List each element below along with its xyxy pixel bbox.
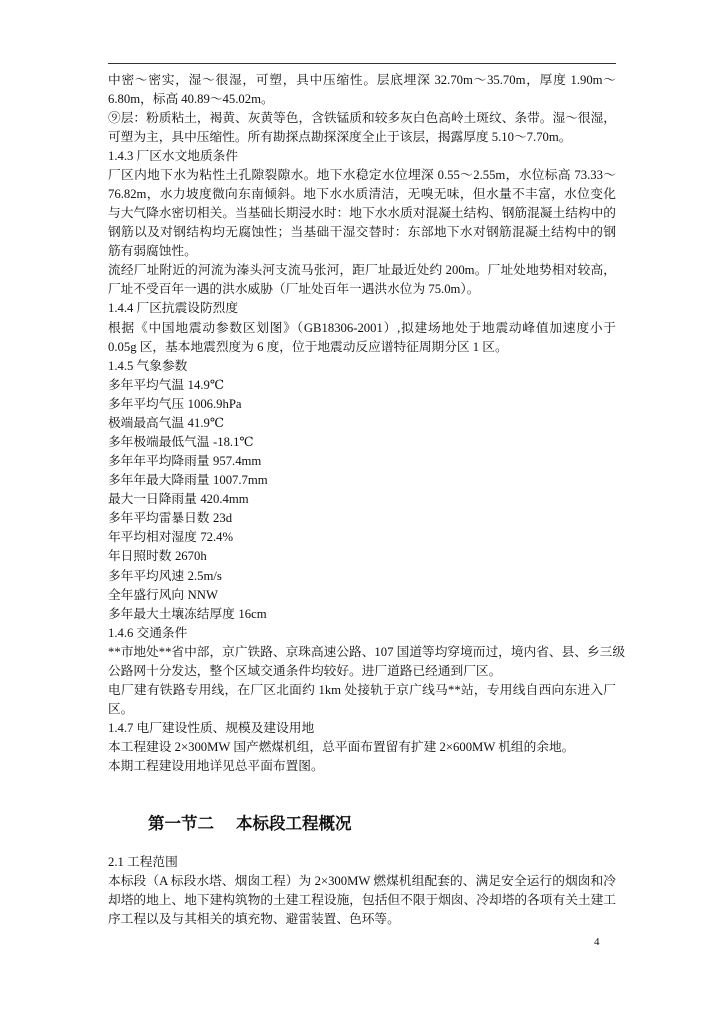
parameter-label: 多年平均气压: [108, 396, 185, 411]
parameter-row: [108, 567, 616, 586]
parameter-label: 全年盛行风向: [108, 587, 185, 602]
parameter-value: -18.1℃: [213, 434, 254, 449]
parameter-label: 最大一日降雨量: [108, 492, 197, 507]
paragraph-line: 76.82m，水力坡度微向东南倾斜。地下水水质清洁，无嗅无味，但水量不丰富，水位变化: [108, 186, 616, 201]
parameter-row: [108, 509, 616, 528]
section-project-overview-continued: [108, 71, 626, 777]
paragraph-line: 区。: [108, 702, 134, 717]
parameter-row: [108, 414, 616, 433]
paragraph-line: 本工程建设 2×300MW 国产燃煤机组，总平面布置留有扩建 2×600MW 机组的余地。: [108, 740, 575, 755]
paragraph-line: 本标段（A 标段水塔、烟囱工程）为 2×300MW 燃煤机组配套的、满足安全运行的烟囱和冷: [108, 873, 616, 888]
parameter-label: 多年极端最低气温: [108, 434, 210, 449]
parameter-row: [108, 452, 616, 471]
paragraph-line: 钢筋以及对钢结构均无腐蚀性；当基础干湿交替时：东部地下水对钢筋混凝土结构中的钢: [108, 225, 616, 240]
paragraph-line: 筋有弱腐蚀性。: [108, 244, 197, 259]
paragraph-line: 可塑为主，具中压缩性。所有勘探点勘探深度全止于该层，揭露厚度 5.10～7.70m。: [108, 129, 572, 144]
subsection-heading: 1.4.7 电厂建设性质、规模及建设用地: [108, 721, 315, 736]
parameter-value: 72.4%: [200, 530, 234, 545]
parameter-value: 14.9℃: [187, 377, 225, 392]
parameter-row: [108, 547, 616, 566]
parameter-value: 2670h: [174, 549, 207, 564]
paragraph-line: 公路网十分发达，整个区域交通条件均较好。进厂道路已经通到厂区。: [108, 663, 502, 678]
paragraph-line: 6.80m，标高 40.89～45.02m。: [108, 91, 274, 106]
subsection-heading: 2.1 工程范围: [108, 854, 178, 869]
subsection-heading: 1.4.3 厂区水文地质条件: [108, 148, 239, 163]
parameter-value: 957.4mm: [213, 454, 262, 469]
header-rule: [108, 63, 616, 64]
parameter-label: 年平均相对湿度: [108, 530, 197, 545]
chapter-number: 第一节二: [148, 814, 214, 833]
paragraph-line: 厂区内地下水为粘性土孔隙裂隙水。地下水稳定水位埋深 0.55～2.55m，水位标高 73.33～: [108, 167, 616, 182]
page-number: 4: [594, 936, 600, 948]
parameter-value: 420.4mm: [200, 492, 249, 507]
parameter-value: NNW: [187, 587, 218, 602]
parameter-value: 1007.7mm: [213, 473, 268, 488]
parameter-value: 23d: [213, 511, 233, 526]
paragraph-line: 中密～密实，湿～很湿，可塑，具中压缩性。层底埋深 32.70m～35.70m，厚度 1.90m～: [108, 72, 616, 87]
parameter-label: 多年平均气温: [108, 377, 185, 392]
parameter-label: 年日照时数: [108, 549, 172, 564]
paragraph-line: 本期工程建设用地详见总平面布置图。: [108, 759, 324, 774]
chapter-heading: [148, 812, 352, 836]
parameter-value: 16cm: [238, 606, 267, 621]
section-scope-of-work: [108, 853, 616, 929]
paragraph-line: 0.05g 区，基本地震烈度为 6 度，位于地震动反应谱特征周期分区 1 区。: [108, 339, 508, 354]
paragraph-line: 序工程以及与其相关的填充物、避雷装置、色环等。: [108, 911, 400, 926]
paragraph-line: ⑨层：粉质粘土，褐黄、灰黄等色，含铁锰质和较多灰白色高岭土斑纹、条带。湿～很湿，: [108, 110, 616, 125]
parameter-value: 1006.9hPa: [187, 396, 242, 411]
parameter-value: 2.5m/s: [187, 568, 222, 583]
paragraph-line: 根据《中国地震动参数区划图》（GB18306-2001）,拟建场地处于地震动峰值加速度小于: [108, 320, 616, 335]
parameter-value: 41.9℃: [187, 415, 225, 430]
subsection-heading: 1.4.5 气象参数: [108, 358, 188, 373]
paragraph-line: 却塔的地上、地下建构筑物的土建工程设施，包括但不限于烟囱、冷却塔的各项有关土建工: [108, 892, 616, 907]
paragraph-line: 与大气降水密切相关。当基础长期浸水时：地下水水质对混凝土结构、钢筋混凝土结构中的: [108, 206, 616, 221]
parameter-row: [108, 605, 616, 624]
parameter-row: [108, 528, 616, 547]
parameter-label: 多年平均风速: [108, 568, 185, 583]
paragraph-line: **市地处**省中部，京广铁路、京珠高速公路、107 国道等均穿境而过，境内省、县、乡三级: [108, 644, 626, 659]
parameter-row: [108, 490, 616, 509]
paragraph-line: 流经厂址附近的河流为溱头河支流马张河，距厂址最近处约 200m。厂址处地势相对较高，: [108, 263, 616, 278]
parameter-row: [108, 395, 616, 414]
parameter-label: 多年年最大降雨量: [108, 473, 210, 488]
parameter-row: [108, 376, 616, 395]
paragraph-line: 电厂建有铁路专用线，在厂区北面约 1km 处接轨于京广线马**站，专用线自西向东进入厂: [108, 683, 616, 697]
parameter-row: [108, 471, 616, 490]
parameter-row: [108, 586, 616, 605]
parameter-label: 多年最大土壤冻结厚度: [108, 606, 235, 621]
parameter-row: [108, 433, 616, 452]
paragraph-line: 厂址不受百年一遇的洪水威胁（厂址处百年一遇洪水位为 75.0m）。: [108, 282, 480, 297]
subsection-heading: 1.4.4 厂区抗震设防烈度: [108, 301, 239, 316]
parameter-label: 多年平均雷暴日数: [108, 511, 210, 526]
parameter-label: 多年年平均降雨量: [108, 454, 210, 469]
chapter-title: 本标段工程概况: [236, 814, 352, 833]
parameter-label: 极端最高气温: [108, 415, 185, 430]
subsection-heading: 1.4.6 交通条件: [108, 625, 188, 640]
